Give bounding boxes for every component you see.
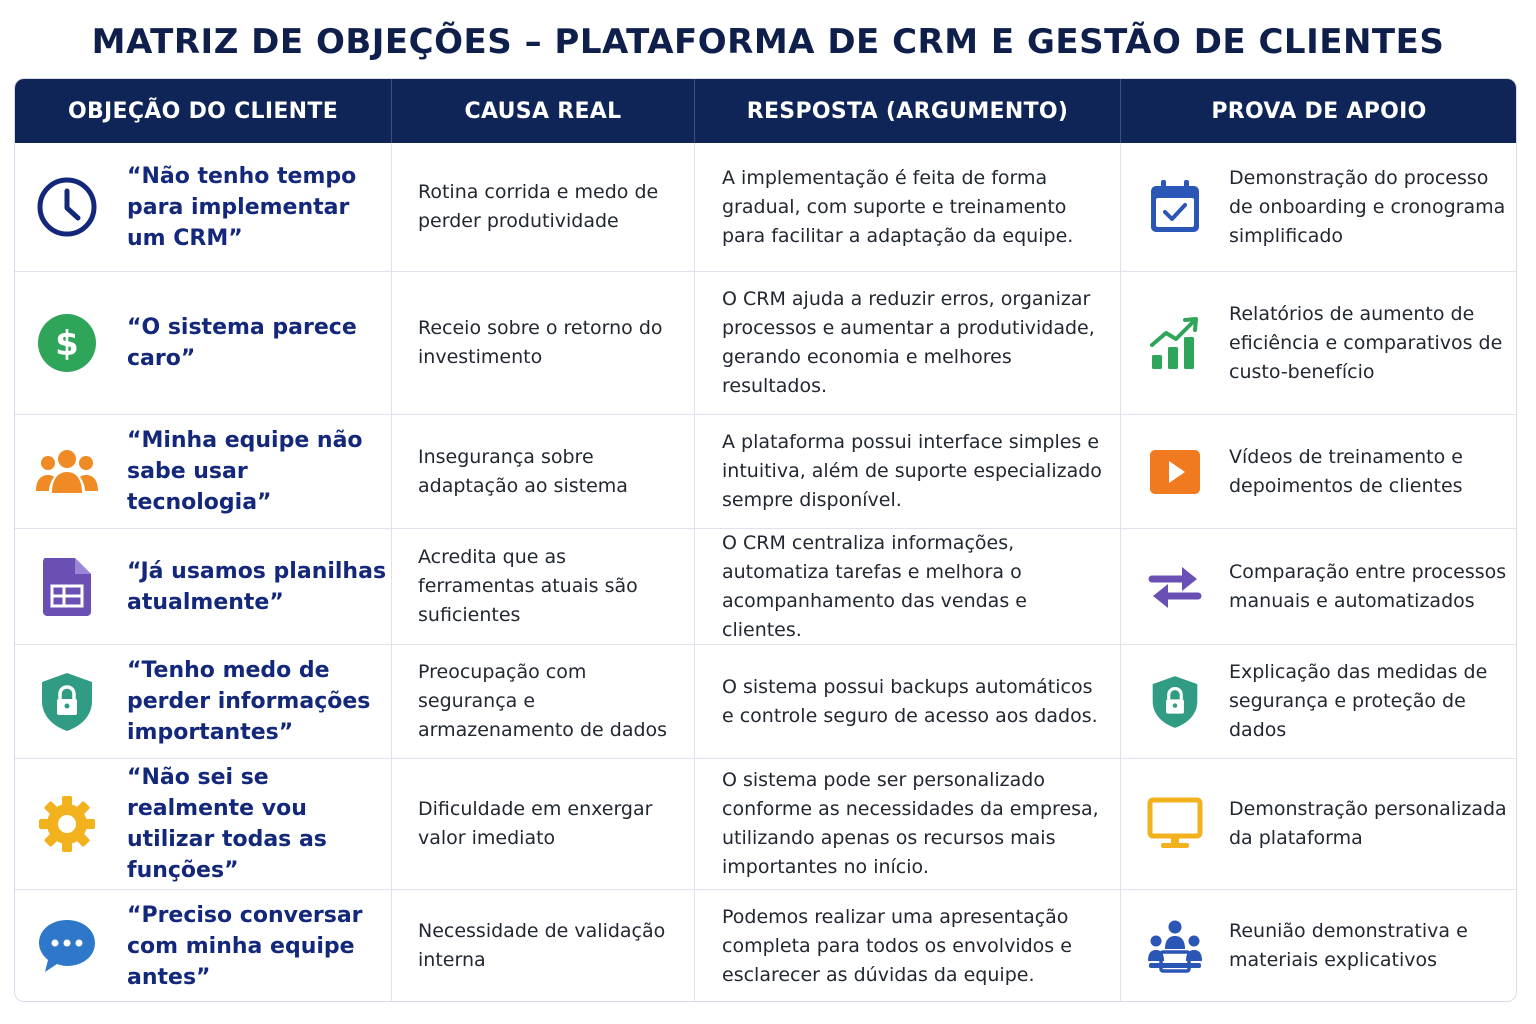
page-title: MATRIZ DE OBJEÇÕES – PLATAFORMA DE CRM E GESTÃO DE CLIENTES <box>91 22 1445 62</box>
meeting-icon <box>1147 918 1203 974</box>
proof-text: Comparação entre processos manuais e automatizados <box>1229 560 1507 612</box>
chat-bubble-icon <box>35 914 99 978</box>
proof-cell <box>1121 645 1517 759</box>
objection-cell <box>15 759 392 890</box>
objection-cell <box>15 143 392 272</box>
objection-text: “Tenho medo de perder informações importantes” <box>127 658 371 745</box>
dollar-icon <box>35 311 99 375</box>
proof-text: Vídeos de treinamento e depoimentos de clientes <box>1229 445 1463 497</box>
swap-arrows-icon <box>1147 559 1203 615</box>
proof-text: Reunião demonstrativa e materiais explicativos <box>1229 920 1468 971</box>
objection-cell <box>15 415 392 529</box>
response-cell: O CRM centraliza informações, automatiza tarefas e melhora o acompanhamento das vendas e clientes. <box>695 529 1121 645</box>
objection-cell <box>15 529 392 645</box>
growth-chart-icon <box>1147 315 1203 371</box>
response-cell: Podemos realizar uma apresentação completa para todos os envolvidos e esclarecer as dúvidas da equipe. <box>695 890 1121 1002</box>
header-objection: OBJEÇÃO DO CLIENTE <box>15 79 392 143</box>
monitor-icon <box>1147 796 1203 852</box>
spreadsheet-icon <box>35 555 99 619</box>
video-play-icon <box>1147 444 1203 500</box>
objection-text: “O sistema parece caro” <box>127 315 357 371</box>
proof-cell <box>1121 890 1517 1002</box>
shield-lock-icon <box>1147 674 1203 730</box>
svg-text:$: $ <box>55 324 79 364</box>
objection-text: “Minha equipe não sabe usar tecnologia” <box>127 428 363 515</box>
response-cell: O sistema pode ser personalizado conforme as necessidades da empresa, utilizando apenas os recursos mais importantes no início. <box>695 759 1121 890</box>
proof-text: Relatórios de aumento de eficiência e comparativos de custo-benefício <box>1229 302 1503 383</box>
proof-cell <box>1121 272 1517 415</box>
response-cell: O CRM ajuda a reduzir erros, organizar processos e aumentar a produtividade, gerando economia e melhores resultados. <box>695 272 1121 415</box>
header-cause: CAUSA REAL <box>392 79 695 143</box>
cause-cell: Dificuldade em enxergar valor imediato <box>392 759 695 890</box>
response-cell: O sistema possui backups automáticos e controle seguro de acesso aos dados. <box>695 645 1121 759</box>
objection-text: “Preciso conversar com minha equipe antes” <box>127 902 363 990</box>
cause-cell: Acredita que as ferramentas atuais são suficientes <box>392 529 695 645</box>
objection-cell <box>15 890 392 1002</box>
gear-icon <box>35 792 99 856</box>
cause-cell: Insegurança sobre adaptação ao sistema <box>392 415 695 529</box>
objection-text: “Não tenho tempo para implementar um CRM” <box>127 163 357 251</box>
objection-matrix-table <box>14 78 1517 1002</box>
proof-text: Demonstração personalizada da plataforma <box>1229 798 1507 849</box>
header-proof: PROVA DE APOIO <box>1121 79 1517 143</box>
cause-cell: Necessidade de validação interna <box>392 890 695 1002</box>
objection-text: “Já usamos planilhas atualmente” <box>127 558 387 615</box>
cause-cell: Preocupação com segurança e armazenamento de dados <box>392 645 695 759</box>
proof-cell <box>1121 415 1517 529</box>
proof-cell <box>1121 529 1517 645</box>
response-cell: A implementação é feita de forma gradual, com suporte e treinamento para facilitar a adaptação da equipe. <box>695 143 1121 272</box>
objection-cell <box>15 272 392 415</box>
proof-text: Explicação das medidas de segurança e proteção de dados <box>1229 661 1488 741</box>
shield-lock-icon <box>35 670 99 734</box>
proof-cell <box>1121 759 1517 890</box>
response-cell: A plataforma possui interface simples e intuitiva, além de suporte especializado sempre disponível. <box>695 415 1121 529</box>
header-response: RESPOSTA (ARGUMENTO) <box>695 79 1121 143</box>
objection-cell <box>15 645 392 759</box>
cause-cell: Rotina corrida e medo de perder produtividade <box>392 143 695 272</box>
proof-cell <box>1121 143 1517 272</box>
team-icon <box>35 440 99 504</box>
clock-icon <box>35 175 99 239</box>
objection-text: “Não sei se realmente vou utilizar todas as funções” <box>127 765 327 883</box>
proof-text: Demonstração do processo de onboarding e cronograma simplificado <box>1229 166 1506 247</box>
cause-cell: Receio sobre o retorno do investimento <box>392 272 695 415</box>
calendar-check-icon <box>1147 179 1203 235</box>
